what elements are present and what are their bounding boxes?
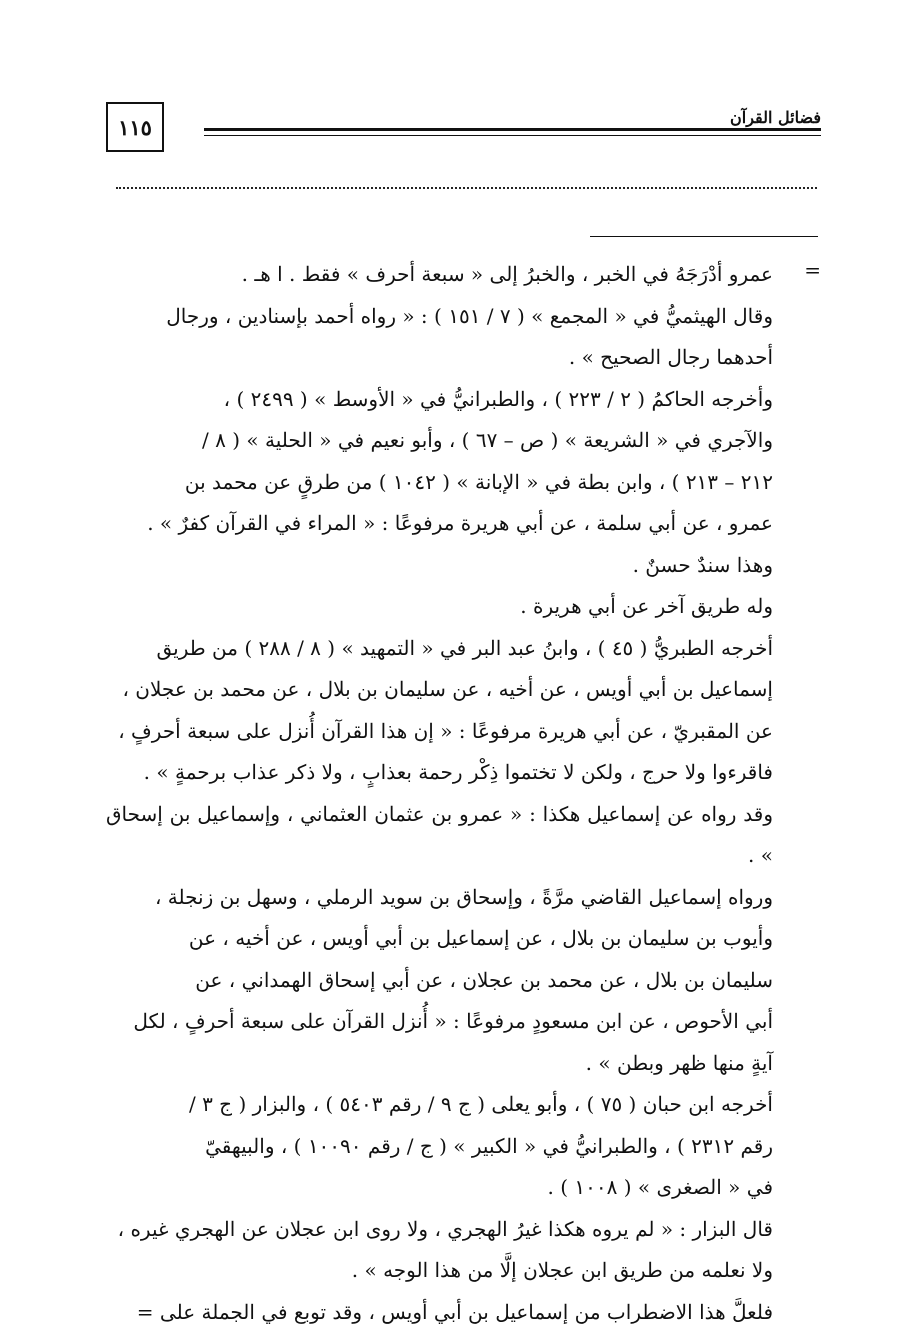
- footnote-line: وله طريق آخر عن أبي هريرة .: [520, 594, 773, 618]
- footnote-line: آيةٍ منها ظهر وبطن » .: [585, 1050, 773, 1075]
- header-rule-thin: [204, 135, 821, 136]
- footnote-separator: [590, 236, 818, 237]
- footnote-line: أحدهما رجال الصحيح » .: [568, 345, 773, 369]
- header-rule-thick: [204, 128, 821, 131]
- footnote-line: فلعلَّ هذا الاضطراب من إسماعيل بن أبي أويس ، وقد توبع في الجملة على =: [136, 1299, 773, 1324]
- footnote-line: أخرجه الطبريُّ ( ٤٥ ) ، وابنُ عبد البر في « التمهيد » ( ٨ / ٢٨٨ ) من طريق: [156, 635, 773, 660]
- page-number: ١١٥: [118, 114, 152, 140]
- footnote-line: عمرو ، عن أبي سلمة ، عن أبي هريرة مرفوعًا : « المراء في القرآن كفرٌ » .: [147, 511, 773, 535]
- footnote-line: أبي الأحوص ، عن ابن مسعودٍ مرفوعًا : « أُنزل القرآن على سبعة أحرفٍ ، لكل: [133, 1009, 773, 1033]
- footnote-line: وقال الهيثميُّ في « المجمع » ( ٧ / ١٥١ ) : « رواه أحمد بإسنادين ، ورجال: [166, 303, 773, 328]
- footnote-line: في « الصغرى » ( ١٠٠٨ ) .: [547, 1175, 773, 1199]
- footnote-line: عمرو أدْرَجَهُ في الخبر ، والخبرُ إلى « سبعة أحرف » فقط . ا هـ .: [241, 262, 773, 286]
- footnote-line: وقد رواه عن إسماعيل هكذا : « عمرو بن عثمان العثماني ، وإسماعيل بن إسحاق » .: [106, 801, 773, 867]
- dotted-divider: [116, 187, 817, 189]
- continuation-mark: =: [804, 258, 821, 282]
- running-title: فضائل القرآن: [730, 108, 821, 127]
- footnote-body: [106, 254, 773, 1333]
- footnote-line: ولا نعلمه من طريق ابن عجلان إلَّا من هذا الوجه » .: [351, 1258, 773, 1282]
- footnote-line: وأخرجه الحاكمُ ( ٢ / ٢٢٣ ) ، والطبرانيُّ في « الأوسط » ( ٢٤٩٩ ) ،: [223, 386, 773, 411]
- footnote-line: ٢١٢ – ٢١٣ ) ، وابن بطة في « الإبانة » ( ١٠٤٢ ) من طرقٍ عن محمد بن: [184, 469, 773, 494]
- footnote-line: قال البزار : « لم يروه هكذا غيرُ الهجري ، ولا روى ابن عجلان عن الهجري غيره ،: [117, 1216, 773, 1241]
- footnote-line: إسماعيل بن أبي أويس ، عن أخيه ، عن سليمان بن بلال ، عن محمد بن عجلان ،: [122, 677, 773, 701]
- footnote-line: ورواه إسماعيل القاضي مرَّةً ، وإسحاق بن سويد الرملي ، وسهل بن زنجلة ،: [154, 884, 773, 909]
- footnote-line: والآجري في « الشريعة » ( ص – ٦٧ ) ، وأبو نعيم في « الحلية » ( ٨ /: [202, 428, 773, 452]
- page-number-box: [106, 102, 164, 152]
- footnote-line: سليمان بن بلال ، عن محمد بن عجلان ، عن أبي إسحاق الهمداني ، عن: [195, 967, 773, 992]
- footnote-line: رقم ٢٣١٢ ) ، والطبرانيُّ في « الكبير » ( ج / رقم ١٠٠٩٠ ) ، والبيهقيّ: [205, 1133, 773, 1158]
- footnote-line: فاقرءوا ولا حرج ، ولكن لا تختموا ذِكْر رحمة بعذابٍ ، ولا ذكر عذاب برحمةٍ » .: [143, 760, 773, 784]
- footnote-line: وأيوب بن سليمان بن بلال ، عن إسماعيل بن أبي أويس ، عن أخيه ، عن: [188, 926, 773, 950]
- footnote-line: وهذا سندٌ حسنٌ .: [632, 552, 773, 577]
- footnote-line: أخرجه ابن حبان ( ٧٥ ) ، وأبو يعلى ( ج ٩ / رقم ٥٤٠٣ ) ، والبزار ( ج ٣ /: [188, 1092, 773, 1116]
- footnote-line: عن المقبريّ ، عن أبي هريرة مرفوعًا : « إن هذا القرآن أُنزل على سبعة أحرفٍ ،: [118, 718, 773, 743]
